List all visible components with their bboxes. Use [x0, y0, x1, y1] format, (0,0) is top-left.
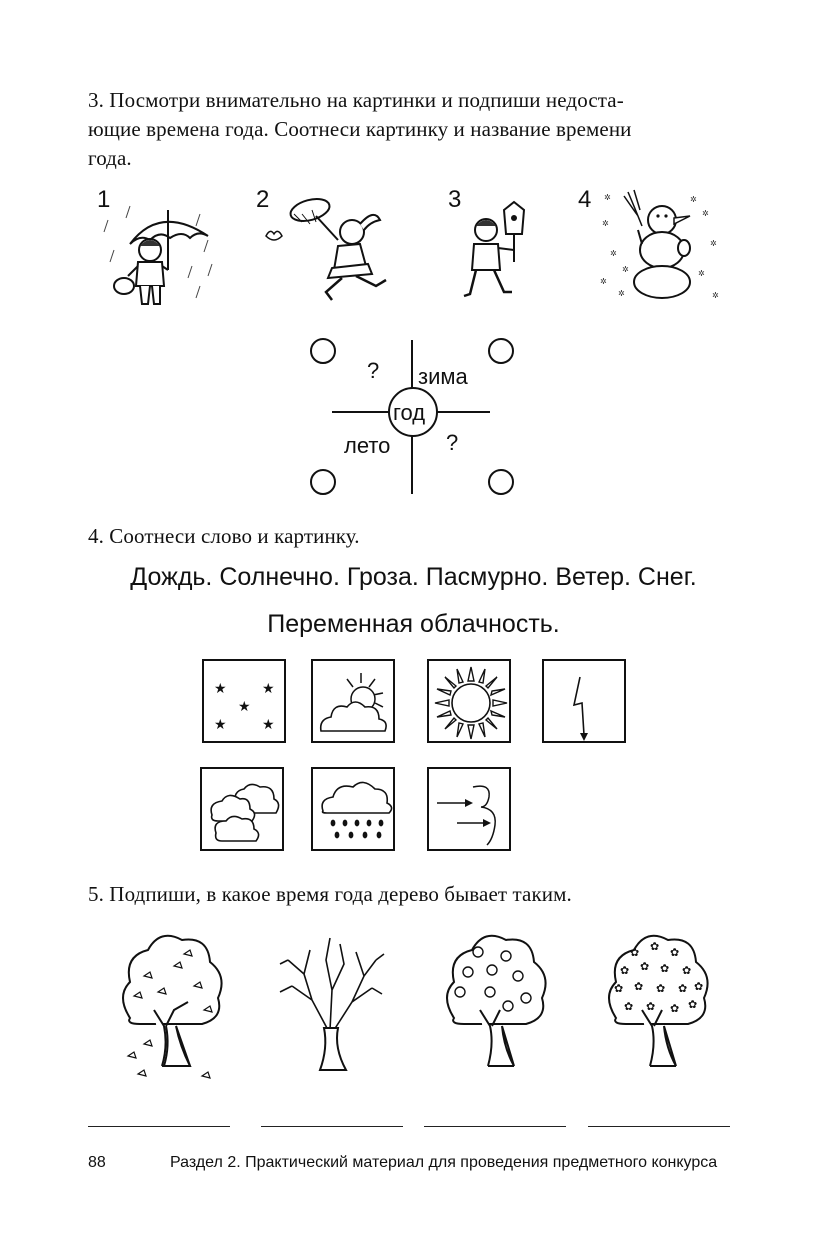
task5-text: 5. Подпиши, в какое время года дерево бывает таким.: [88, 882, 572, 906]
svg-text:★: ★: [238, 699, 251, 715]
weather-words-line-2: Переменная облачность.: [267, 610, 560, 638]
answer-line-2[interactable]: [261, 1126, 403, 1127]
stars-box[interactable]: [202, 659, 286, 743]
svg-text:★: ★: [262, 681, 275, 697]
rain-boy-picture: [100, 200, 220, 312]
task4-text: 4. Соотнеси слово и картинку.: [88, 524, 360, 548]
picture-number-2: 2: [256, 186, 270, 213]
svg-text:✲: ✲: [602, 219, 609, 228]
svg-text:✲: ✲: [604, 193, 611, 202]
circle-top-right[interactable]: [489, 339, 513, 363]
circle-bottom-left[interactable]: [311, 470, 335, 494]
rain-cloud-icon: [313, 769, 397, 853]
spring-tree-picture: [600, 926, 716, 1084]
answer-line-1[interactable]: [88, 1126, 230, 1127]
svg-text:✲: ✲: [622, 265, 629, 274]
partly-cloudy-icon: [313, 661, 397, 745]
svg-text:✿: ✿: [682, 964, 692, 977]
task3-line-1: 3. Посмотри внимательно на картинки и подпиши недоста-: [88, 88, 624, 112]
picture-number-3: 3: [448, 186, 462, 213]
sun-box[interactable]: [427, 659, 511, 743]
picture-number-1: 1: [97, 186, 111, 213]
wind-icon: [429, 769, 513, 853]
answer-line-4[interactable]: [588, 1126, 730, 1127]
boy-birdhouse-picture: [460, 200, 530, 304]
lightning-icon: [544, 661, 628, 745]
clouds-box[interactable]: [200, 767, 284, 851]
svg-text:✿: ✿: [634, 980, 644, 993]
diagram-top-right-label: зима: [418, 364, 468, 389]
weather-words-line-1: Дождь. Солнечно. Гроза. Пасмурно. Ветер. Снег.: [130, 563, 697, 591]
svg-text:✲: ✲: [600, 277, 607, 286]
svg-text:✲: ✲: [698, 269, 705, 278]
svg-text:★: ★: [214, 681, 227, 697]
section-title: Раздел 2. Практический материал для проведения предметного конкурса: [170, 1154, 718, 1171]
svg-text:✿: ✿: [620, 964, 630, 977]
autumn-tree-picture: [114, 926, 230, 1084]
stars-icon: [204, 661, 288, 745]
svg-text:✿: ✿: [650, 940, 660, 953]
page-number: 88: [88, 1154, 106, 1171]
diagram-top-left-label: ?: [367, 358, 380, 383]
diagram-center-label: год: [393, 400, 426, 425]
clouds-icon: [202, 769, 286, 853]
svg-text:✲: ✲: [710, 239, 717, 248]
svg-text:★: ★: [214, 717, 227, 733]
svg-text:✿: ✿: [678, 982, 688, 995]
task3-line-3: года.: [88, 146, 132, 170]
snowman-picture: [598, 186, 722, 306]
svg-text:✲: ✲: [690, 195, 697, 204]
svg-text:✲: ✲: [712, 291, 719, 300]
sun-icon: [429, 661, 513, 745]
svg-text:✲: ✲: [618, 289, 625, 298]
rain-cloud-box[interactable]: [311, 767, 395, 851]
wind-box[interactable]: [427, 767, 511, 851]
circle-bottom-right[interactable]: [489, 470, 513, 494]
svg-text:★: ★: [262, 717, 275, 733]
svg-text:✿: ✿: [670, 1002, 680, 1015]
lightning-box[interactable]: [542, 659, 626, 743]
svg-text:✿: ✿: [694, 980, 704, 993]
svg-text:✿: ✿: [624, 1000, 634, 1013]
partly-cloudy-box[interactable]: [311, 659, 395, 743]
svg-text:✿: ✿: [670, 946, 680, 959]
winter-tree-picture: [272, 930, 388, 1080]
task3-line-2: ющие времена года. Соотнеси картинку и название времени: [88, 117, 632, 141]
svg-text:✿: ✿: [656, 982, 666, 995]
answer-line-3[interactable]: [424, 1126, 566, 1127]
svg-text:✿: ✿: [646, 1000, 656, 1013]
svg-text:✿: ✿: [660, 962, 670, 975]
circle-top-left[interactable]: [311, 339, 335, 363]
svg-text:✲: ✲: [702, 209, 709, 218]
svg-text:✲: ✲: [610, 249, 617, 258]
svg-text:✿: ✿: [614, 982, 624, 995]
task3-text: [88, 86, 748, 173]
svg-text:✿: ✿: [630, 946, 640, 959]
diagram-bottom-left-label: лето: [344, 433, 391, 458]
girl-net-picture: [256, 196, 406, 308]
summer-tree-picture: [438, 926, 554, 1084]
svg-text:✿: ✿: [640, 960, 650, 973]
picture-number-4: 4: [578, 186, 592, 213]
diagram-bottom-right-label: ?: [446, 430, 459, 455]
svg-text:✿: ✿: [688, 998, 698, 1011]
